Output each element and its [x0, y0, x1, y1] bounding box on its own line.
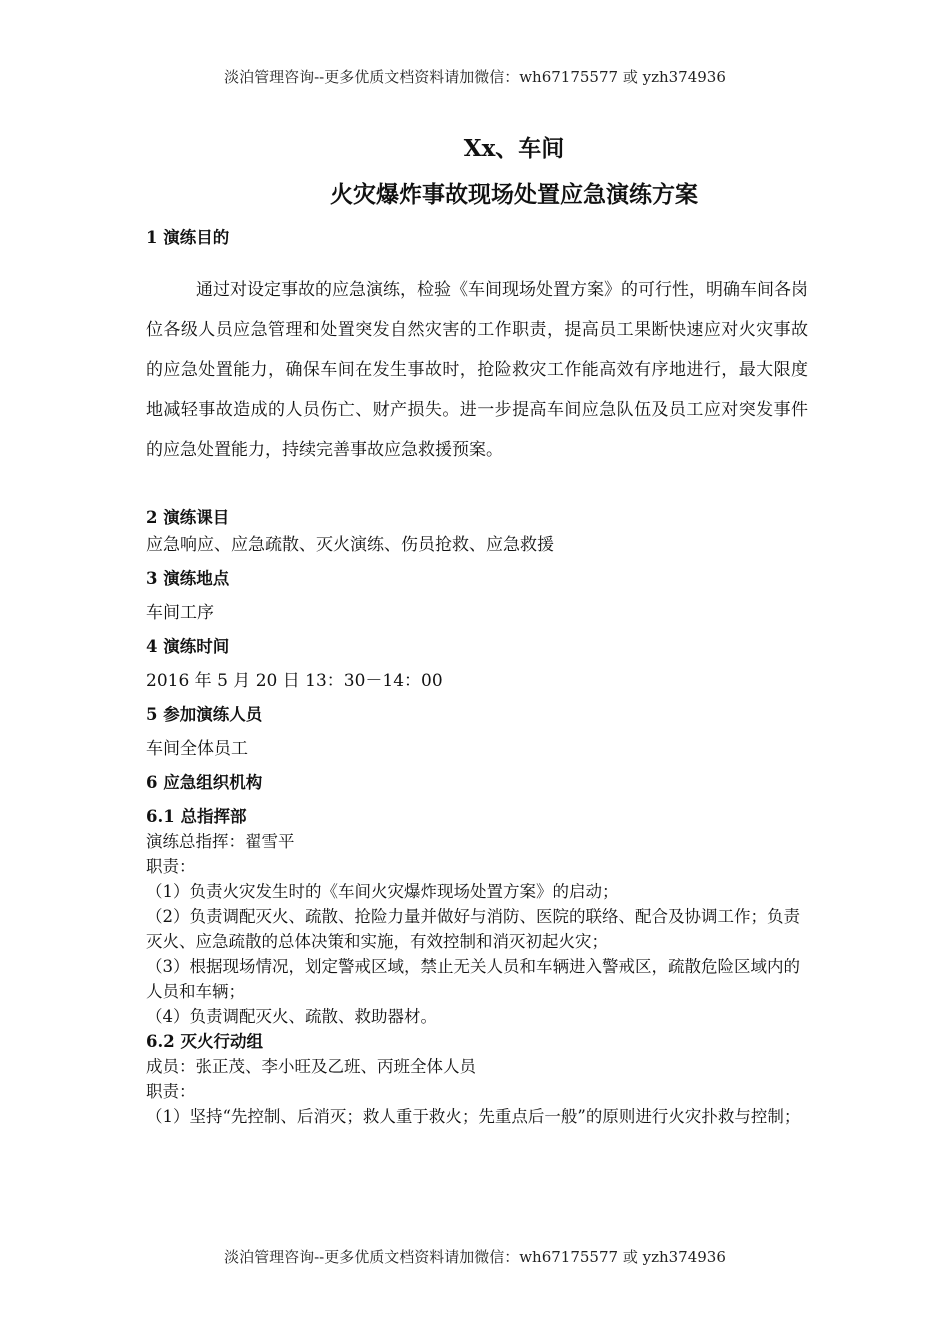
section-4-body: 2016 年 5 月 20 日 13：30－14：00 [146, 671, 443, 691]
duty-label: 职责： [146, 857, 196, 876]
section-6-1 [146, 804, 808, 1129]
members-line: 成员：张正茂、李小旺及乙班、丙班全体人员 [146, 1057, 476, 1076]
list-item: （3）根据现场情况，划定警戒区域，禁止无关人员和车辆进入警戒区，疏散危险区域内的人员和车辆； [146, 957, 800, 1001]
page-header: 淡泊管理咨询--更多优质文档资料请加微信：wh67175577 或 yzh374936 [224, 68, 726, 86]
commander-line: 演练总指挥：翟雪平 [146, 832, 295, 851]
section-5-body: 车间全体员工 [146, 739, 248, 759]
section-1-body: 通过对设定事故的应急演练，检验《车间现场处置方案》的可行性，明确车间各岗位各级人员应急管理和处置突发自然灾害的工作职责，提高员工果断快速应对火灾事故的应急处置能力，确保车间在发生事故时，抢险救灾工作能高效有序地进行，最大限度地减轻事故造成的人员伤亡、财产损失。进一步提高车间应急队伍及员工应对突发事件的应急处置能力，持续完善事故应急救援预案。 [146, 280, 808, 460]
page-footer: 淡泊管理咨询--更多优质文档资料请加微信：wh67175577 或 yzh374936 [224, 1248, 726, 1266]
section-3-body: 车间工序 [146, 603, 214, 623]
section-6-heading: 6 应急组织机构 [146, 773, 263, 792]
section-4-heading: 4 演练时间 [146, 637, 230, 656]
list-item: （2）负责调配灭火、疏散、抢险力量并做好与消防、医院的联络、配合及协调工作；负责灭火、应急疏散的总体决策和实施，有效控制和消灭初起火灾； [146, 907, 800, 951]
list-item: （4）负责调配灭火、疏散、救助器材。 [146, 1007, 437, 1026]
section-6-1-heading: 6.1 总指挥部 [146, 807, 247, 826]
document-body [146, 128, 808, 1129]
document-title: Xx、车间 [463, 135, 565, 162]
list-item: （1）坚持“先控制、后消灭；救人重于救火；先重点后一般”的原则进行火灾扑救与控制； [146, 1107, 801, 1126]
section-3-heading: 3 演练地点 [146, 569, 230, 588]
duty-label: 职责： [146, 1082, 196, 1101]
section-6-2-heading: 6.2 灭火行动组 [146, 1032, 263, 1051]
section-1-heading: 1 演练目的 [146, 228, 230, 247]
section-5-heading: 5 参加演练人员 [146, 705, 263, 724]
section-2-body: 应急响应、应急疏散、灭火演练、伤员抢救、应急救援 [146, 535, 554, 555]
section-2-heading: 2 演练课目 [146, 508, 230, 527]
document-subtitle: 火灾爆炸事故现场处置应急演练方案 [330, 181, 698, 208]
list-item: （1）负责火灾发生时的《车间火灾爆炸现场处置方案》的启动； [146, 882, 619, 901]
